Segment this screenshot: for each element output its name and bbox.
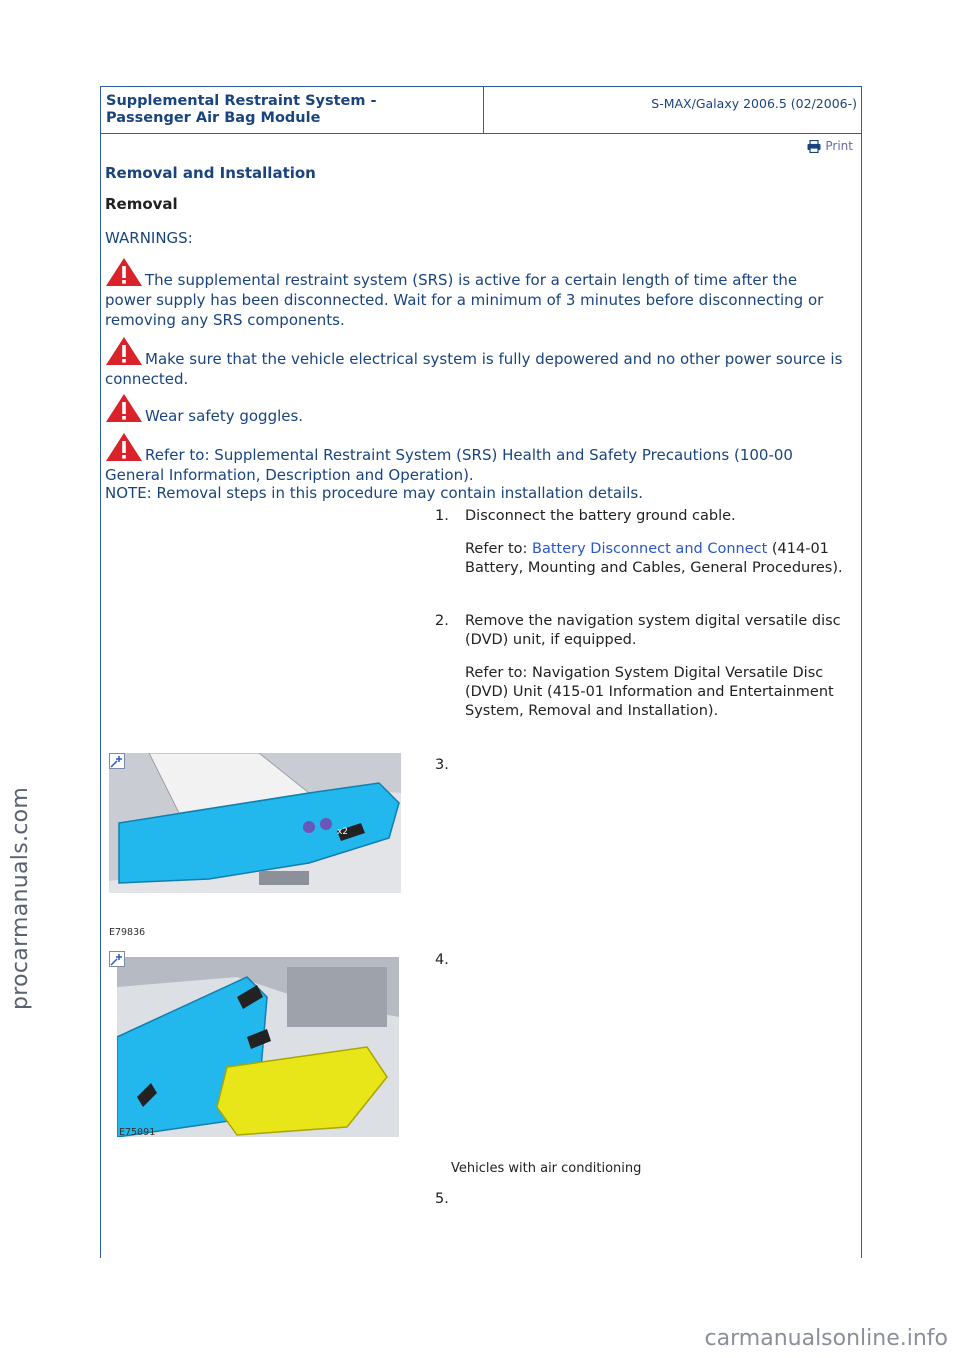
footer-watermark: carmanualsonline.info	[704, 1326, 948, 1351]
figure-illustration	[109, 753, 401, 893]
document-header	[101, 86, 861, 134]
reference-suffix: (414-01 Battery, Mounting and Cables, General Procedures).	[465, 541, 843, 576]
figure-id: E75091	[119, 1127, 156, 1138]
step-text: Remove the navigation system digital versatile disc (DVD) unit, if equipped.	[465, 613, 841, 648]
warning-icon	[105, 336, 143, 366]
figure-callout: x2	[337, 827, 348, 837]
step-number: 5.	[435, 1191, 449, 1207]
print-label: Print	[825, 139, 853, 153]
step-number: 2.	[435, 613, 449, 629]
warnings-label: WARNINGS:	[105, 229, 193, 247]
step-reference: Refer to: Navigation System Digital Versatile Disc (DVD) Unit (415-01 Information and Entertainment System, Removal and Installation).	[465, 665, 834, 719]
warning-4	[105, 432, 845, 485]
warning-1	[105, 257, 845, 330]
step-number: 4.	[435, 952, 449, 968]
step-reference	[465, 540, 855, 578]
header-title-line1: Supplemental Restraint System -	[106, 93, 377, 109]
reference-prefix: Refer to:	[465, 541, 532, 557]
variant-label: Vehicles with air conditioning	[451, 1161, 642, 1176]
zoom-icon[interactable]	[109, 951, 125, 967]
step-number: 3.	[435, 757, 449, 773]
note: NOTE: Removal steps in this procedure may contain installation details.	[105, 484, 643, 502]
figure-illustration	[117, 957, 399, 1137]
warning-text-2: Make sure that the vehicle electrical system is fully depowered and no other power source is connected.	[105, 350, 843, 388]
battery-disconnect-link[interactable]: Battery Disconnect and Connect	[532, 541, 768, 557]
step-2	[435, 612, 855, 721]
section-heading: Removal and Installation	[105, 164, 316, 182]
printer-icon	[807, 140, 821, 153]
warning-icon	[105, 257, 143, 287]
print-button[interactable]	[807, 139, 853, 153]
warning-text-3: Wear safety goggles.	[145, 407, 304, 425]
zoom-icon[interactable]	[109, 753, 125, 769]
step-1	[435, 507, 855, 578]
figure-e79836[interactable]	[109, 753, 401, 943]
warning-text-4: Refer to: Supplemental Restraint System (SRS) Health and Safety Precautions (100-00 General Information, Description and Operation).	[105, 446, 793, 484]
warning-2	[105, 336, 845, 389]
section-subheading: Removal	[105, 195, 178, 213]
warning-3	[105, 393, 845, 426]
warning-text-1: The supplemental restraint system (SRS) is active for a certain length of time after the power supply has been disconnected. Wait for a minimum of 3 minutes before disconnecting or removing any SRS components.	[105, 271, 824, 329]
header-title	[101, 87, 484, 133]
step-number: 1.	[435, 508, 449, 524]
header-model: S-MAX/Galaxy 2006.5 (02/2006-)	[651, 96, 857, 111]
warning-icon	[105, 393, 143, 423]
step-text: Disconnect the battery ground cable.	[465, 508, 736, 524]
document-frame	[100, 86, 862, 1258]
figure-e75091[interactable]	[109, 951, 401, 1141]
header-title-line2: Passenger Air Bag Module	[106, 110, 321, 126]
figure-id: E79836	[109, 927, 146, 938]
warning-icon	[105, 432, 143, 462]
side-watermark: procarmanuals.com	[8, 786, 33, 1010]
